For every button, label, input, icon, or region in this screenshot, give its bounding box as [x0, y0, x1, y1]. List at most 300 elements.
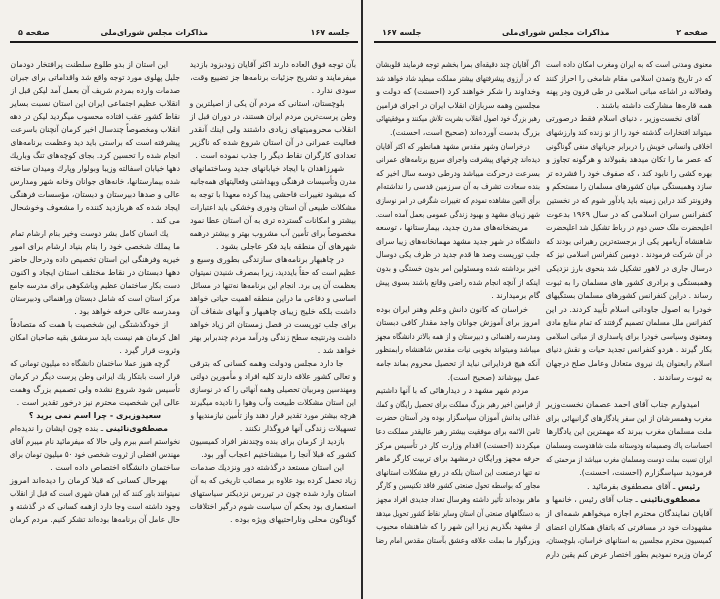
text-line	[546, 412, 712, 426]
line-text: میتواند افتخارات گذشته خود را از نو زنده کند وارزشهای	[546, 127, 712, 137]
text-line	[546, 276, 712, 290]
text-line	[546, 466, 712, 480]
text-line	[10, 123, 180, 136]
line-text: کنفرانس سران اسلامی که در سال ۱۹۶۹ بدعوت	[546, 209, 712, 219]
line-text: بعظمت آن پی برد. انجام این برنامه‌ها نه‌تنها در مسائل	[190, 281, 356, 290]
line-text: قرار است بابتکار یك ایرانی وطن پرست دیگر در کرمان	[9, 372, 181, 381]
text-line	[10, 448, 180, 461]
text-line	[546, 425, 712, 439]
text-line	[10, 240, 180, 253]
text-line	[546, 534, 712, 548]
text-line	[190, 71, 356, 84]
text-line	[10, 266, 180, 279]
text-line	[376, 425, 540, 439]
text-line	[190, 344, 356, 357]
line-text: انقلاب محرومیتهای زیادی داشتند ولی اینك آنقدر	[189, 125, 356, 134]
text-line	[10, 188, 180, 201]
line-text: وخداوند را شکر خواهند کرد (احسنت) که دولت و	[376, 87, 540, 97]
line-text: خودرا به اصول جاودانی اسلام تأیید کردند. در این	[545, 304, 712, 314]
page-number: صفحه ۲	[676, 28, 708, 37]
text-line	[178, 357, 356, 370]
line-text: که در تاریخ وتمدن اسلامی مقام شامخی را احراز کنند	[545, 73, 712, 83]
line-text: غذائی بدانش آموزان سپاسگزار بوده ودر آستان حضرت	[375, 413, 540, 423]
line-text: ومعنوی وسیاسی خودرا برای پاسداری از مبانی اسلامی	[546, 331, 712, 341]
line-text: از مشهد بگذریم زیرا این شهر را که شاهنشاه محبوب	[376, 522, 540, 532]
speaker-name: مصطفوی‌نائینی	[105, 424, 168, 433]
line-text: این استان از بدو طلوع سلطنت پرافتخار دودمان	[10, 60, 169, 69]
text-line	[0, 318, 180, 331]
text-line	[190, 266, 356, 279]
line-text: بسرعت درحرکت میباشد ودرطی دوسه سال اخیر که	[376, 168, 540, 178]
text-line	[376, 439, 540, 453]
speaker-name: مصطفوی‌نائینی	[640, 495, 701, 505]
text-line	[10, 305, 180, 318]
text-line	[190, 110, 356, 123]
line-text: نخواستم اسم ببرم ولی حالا که میفرمائید نام میبرم آقای	[10, 437, 180, 446]
text-line	[376, 194, 540, 208]
text-line	[10, 331, 180, 344]
text-line	[546, 194, 712, 208]
text-line	[546, 371, 712, 385]
text-line	[190, 409, 356, 422]
publication-title: مذاکرات مجلس شورای‌ملی	[100, 28, 208, 37]
line-text: اینکه از آنچه انجام شده راضی وقانع باشند بسوی پیش	[375, 277, 540, 287]
line-text: درسال جاری در لاهور تشکیل شد بنحوی بارز نزدیکی	[546, 263, 712, 273]
line-text: هرچه بیشتر مورد تقدیر قرار دهند واز تأمین نیازمندیها و	[190, 411, 356, 420]
line-text: دهها خیابان اسفالته وزیبا وبولوار وپارك ومیدان ساخته	[10, 164, 181, 173]
text-line	[179, 435, 356, 448]
text-line	[178, 162, 356, 175]
text-line	[190, 149, 356, 162]
line-text: میکردند (احسنت) اقدام وزارت کار در تأسیس مرکز	[375, 440, 540, 450]
line-text: مدرن وتأسیسات فرهنگی وبهداشتی وفعالیتهای همه‌جانبه	[190, 177, 356, 186]
line-text: بازدید از کرمان برای بنده وچندنفر افراد کمیسیون	[189, 437, 345, 446]
line-text: شاهنشاه آریامهر یکی از برجسته‌ترین رهبرانی بودند که	[546, 236, 712, 246]
line-text: رساند . دراین کنفرانس کشورهای مسلمان بستگیهای	[545, 291, 712, 301]
line-text: مجلسین وهمه سربازان انقلاب ایران در اجرای فرامین	[376, 100, 540, 110]
text-line	[10, 149, 180, 162]
line-text: و تعالی کشور علاقه دارند کلیه افراد و مأمورین دولتی	[190, 372, 356, 381]
line-text: ماهر بوده‌اند تأثیر داشته وهرسال تعداد جدیدی افراد مجهز	[376, 495, 540, 504]
line-text: تأسیس شود شروع نشده ولی تصمیم بزرگ وهمت	[9, 385, 181, 394]
text-line	[190, 84, 356, 97]
text-line	[190, 201, 356, 214]
line-text: درخراسان وشهر مقدس مشهد همانطور که اکثر آقایان	[375, 141, 530, 151]
text-line	[10, 253, 180, 266]
line-text: اگر آقایان چند دقیقه‌ای بمرا بخشم توجه فرمایند قلوبشان	[375, 60, 540, 69]
line-text: مرکز استان است که شامل دبستان وراهنمائی ودبیرستان	[10, 294, 180, 303]
text-line	[546, 439, 712, 453]
text-line	[190, 240, 356, 253]
text-line	[376, 520, 540, 534]
line-text: ایران نسبت بملت دوست ومسلمان مغرب میباشد از مرحمتی که	[546, 454, 712, 464]
line-text: به دستگاههای صنعتی آن استان وسایر نقاط کشور تحویل میدهد	[375, 508, 540, 518]
text-line	[546, 330, 712, 344]
line-text: میباشد ومیتواند بخوبی نیات مقدس شاهنشاه رابمنظور	[375, 345, 540, 355]
line-text: نقاط کشور عقب افتاده محسوب میگردید لیکن در دهه	[9, 112, 180, 121]
text-line	[376, 343, 540, 357]
text-line	[10, 435, 180, 448]
text-line	[10, 110, 180, 123]
text-line	[190, 474, 356, 487]
text-line	[190, 331, 356, 344]
line-text: آنکه هیچ فردایرانی نباید از تحصیل محروم بماند جامه	[376, 359, 540, 369]
line-text: تسهیلات زندگی آنها فروگذار نکنند .	[239, 424, 356, 433]
text-line	[190, 370, 356, 383]
line-text: وفعالانه در اشاعه مبانی اسلامی در طی قرون ودر پهنه	[546, 87, 712, 97]
line-text: جلب توریست وصد ها قدم جدید در ظرف یکی دوسال	[376, 250, 540, 260]
text-line	[376, 262, 540, 276]
text-line	[364, 221, 540, 235]
publication-title: مذاکرات مجلس شورای‌ملی	[502, 28, 610, 37]
line-text: سعیدوزیری - چرا اسم نمی برید ؟	[28, 411, 162, 420]
line-text: این استان مشکلات طبیعت وآب وهوا را نادیده میگیرند	[190, 398, 356, 407]
text-line	[10, 344, 180, 357]
line-text: اخلاقی وانسانی خویش را دربرابر جریانهای منفی گوناگونی	[545, 141, 712, 151]
line-text: شهرزاهدان با ایجاد خیابانهای جدید وساختمانهای	[189, 164, 345, 173]
text-line	[546, 289, 712, 303]
line-text: ـ آقای مصطفوی بفرمائید .	[586, 481, 678, 491]
line-text: احساسات پاك وصمیمانه ودوستانه ملت شاهدوست ومسلمان	[545, 441, 712, 451]
line-text: اهل کرمان هم نیست باید سرمشق بقیه صاحبان امکان	[9, 333, 180, 342]
text-line	[546, 548, 712, 562]
text-line	[0, 357, 180, 370]
text-line	[546, 140, 712, 154]
text-line	[546, 303, 712, 317]
line-text: نه تنها درصنعت این استان بلکه در رفع مشکلات استانهای	[375, 467, 540, 477]
text-line	[190, 487, 356, 500]
text-line	[376, 493, 540, 507]
text-line	[376, 289, 540, 303]
line-text: وثروت قرار گیرد .	[119, 346, 180, 355]
line-text: مشکلات طبیعی آن استان ودوری وخشکی باید اعتبارات	[190, 203, 356, 212]
text-column-left	[376, 58, 540, 547]
line-text: وجود داشته است وجا دارد ازهمه کسانی که در گذشته و	[10, 502, 181, 511]
text-line	[10, 97, 180, 110]
text-line	[376, 411, 540, 425]
text-line	[546, 248, 712, 262]
text-line	[190, 279, 356, 292]
line-text: بآن توجه فوق العاده دارند اکثر آقایان زودبزود بازدید	[189, 60, 356, 69]
text-line	[534, 398, 712, 412]
line-text: وبزرگوار ما بملت علاقه وعشق بآستان مقدس امام رضا	[375, 535, 540, 545]
text-line	[546, 507, 712, 521]
line-text: سودی ندارد .	[311, 86, 356, 95]
line-text: مجاور که بواسطه تحول صنعتی کشور فاقد تکنیسین و کارگر	[376, 481, 540, 491]
line-text: کنفرانس ملل مسلمان تصمیم گرفتند که تمام منابع مادی	[546, 318, 712, 328]
line-text: دهها دبستان در نقاط مختلف استان ایجاد و اکنون	[10, 268, 181, 277]
page-gutter-divider	[361, 0, 363, 599]
line-text: اعلیحضرت ملک حسن دوم در رباط تشکیل شد اعلیحضرت	[546, 223, 712, 233]
line-text: عمل بپوشاند (صحیح است).	[447, 372, 540, 382]
text-line	[546, 316, 712, 330]
line-text: این استان مستعد درگذشته دور ونزدیك صدمات	[190, 463, 345, 472]
right-page	[364, 0, 720, 599]
text-line	[0, 474, 180, 487]
line-text: عالی و صدها دبیرستان و دبستان، مؤسسات فرهنگی	[10, 190, 180, 199]
text-column-right	[546, 58, 712, 561]
line-text: که عصر ما را تکان میدهد بقبولاند و هرگونه تجاوز و	[546, 155, 712, 165]
text-line	[376, 371, 540, 385]
line-text: نمیتوانند باور کنند که این همان شهری است که قبل از انقلاب	[9, 489, 180, 498]
line-text: آقای نخست‌وزیر ، دنیای اسلام فقط درصورتی	[545, 114, 700, 124]
text-line	[376, 72, 540, 86]
text-line	[10, 201, 180, 214]
text-line	[376, 452, 540, 466]
line-text: مردم شهر مشهد د ر دیدارهائی که با آنها داشتیم	[375, 386, 529, 396]
speaker-name: رئیس	[677, 481, 700, 491]
text-line	[546, 208, 712, 222]
line-text: امروز برای آموزش جوانان واجد مقدار کافی دبستان	[376, 318, 540, 328]
line-text: بکار گیرند . هردو کنفرانس تجدید حیات و نقش دنیای	[545, 345, 712, 355]
line-text: اساسی و دفاعی ما دراین منطقه اهمیت حیاتی خواهد	[189, 294, 356, 303]
line-text: استعماری بود بحکم آن سیاست شوم درگیر اختلافات	[189, 502, 356, 511]
text-line	[546, 357, 712, 371]
session-number: جلسه ۱۶۷	[310, 28, 350, 37]
line-text: دانشگاه در شهر جدید مشهد مهمانخانه‌های زیبا سرای	[376, 236, 540, 246]
text-line	[376, 167, 540, 181]
text-line	[366, 140, 540, 154]
text-line	[534, 493, 712, 507]
line-text: وطن پرست‌ترین مردم ایران هستند، در دوران قبل از	[189, 112, 356, 121]
line-text: فرمودید سپاسگزارم (احسنت، احسنت).	[579, 468, 712, 478]
line-text: بزرگ بدست آورده‌اند (صحیح است، احسنت).	[390, 127, 540, 137]
text-line	[546, 480, 712, 494]
line-text: برای جلب توریست در فصل زمستان اثر زیاد خواهد	[189, 320, 356, 329]
line-text: معنوی ومدنی است که به ایران ومغرب امکان داده است	[545, 60, 712, 69]
line-text: ثامن الائمه برای موفقیت بیشتر رهبر عالیقدر مملکت دعا	[375, 427, 540, 437]
line-text: دست بکار ساختمان عظیم وباشکوهی برای مدرسه جامع	[9, 281, 180, 290]
text-line	[190, 383, 356, 396]
text-line	[190, 500, 356, 513]
line-text: مریضخانه‌های مدرن جدید، بیمارستانها ، توسعه	[375, 223, 529, 233]
line-text: بیشتر و امکانات گسترده تری به آن استان عطا نمود	[190, 216, 356, 225]
text-line	[534, 112, 712, 126]
text-line	[546, 58, 712, 72]
text-line	[190, 513, 356, 526]
text-line	[546, 343, 712, 357]
line-text: بنده سعادت تشرف به آن سرزمین قدسی را نداشته‌ام	[376, 182, 540, 192]
line-text: جلیل پهلوی مورد توجه واقع شد واقداماتی برای جبران	[10, 73, 180, 82]
text-line	[190, 175, 356, 188]
line-text: عالی این شخصیت محترم نیز درخور تقدیر است .	[16, 398, 180, 407]
line-text: انجام شده را تحسین کرد. بجای کوچه‌های تنگ وباریك	[9, 151, 181, 160]
text-column-right	[190, 58, 356, 526]
text-line	[376, 534, 540, 548]
line-text: میفرمایند و تشریح جزئیات برنامه‌ها جز تضییع وقت،	[190, 73, 356, 82]
line-text: ساختمان دانشگاه اختصاص داده است .	[50, 463, 180, 472]
line-text: شده بیمارستانها، خانه‌های جوانان وخانه شهر ومدارس	[10, 177, 181, 186]
text-line	[546, 221, 712, 235]
line-text: یك انسان کامل بشر دوست وخیر بنام ارشام تمام	[10, 229, 169, 238]
line-text: صدمات وارده بمردم شریف آن بعمل آمد لیکن قبل از	[10, 86, 181, 95]
line-text: که در آرزوی پیشرفتهای بیشتر مملکت میطپد شاد خواهد شد	[376, 73, 540, 83]
line-text: بهرحال کسانی که قبلا کرمان را دیده‌اند امروز	[9, 476, 168, 485]
text-line	[190, 123, 356, 136]
text-line	[376, 316, 540, 330]
text-line	[376, 112, 540, 126]
text-line	[376, 479, 540, 493]
line-text: اسلام رابعنوان یك نیروی متعادل وعامل صلح درجهان	[545, 359, 712, 369]
line-text: استان وارد شده چون در تیررس نزدیکتر سیاستهای	[190, 489, 356, 498]
line-text: بهره کشی را نابود کند ، که صفوف خود را فشرده تر	[546, 168, 712, 178]
line-text: شهرهای آن منطقه باید فکر عاجلی بشود .	[215, 242, 356, 251]
text-line	[364, 303, 540, 317]
text-line	[190, 227, 356, 240]
text-line	[10, 175, 180, 188]
text-line	[190, 214, 356, 227]
line-text: تعدادی کارگران نقاط دیگر را جذب نموده است .	[195, 151, 356, 160]
line-text: حال عامل آن برنامه‌ها بوده‌اند تشکر کنیم. مردم کرمان	[9, 515, 180, 524]
line-text: پیشرفته است که براستی باید دید وعظمت برنامه‌های	[10, 138, 180, 147]
text-line	[190, 305, 356, 318]
text-line	[546, 153, 712, 167]
line-text: شهر زیبای مشهد و بهبود زندگی عمومی بعمل آمده است.	[375, 209, 540, 219]
page-header	[10, 27, 358, 43]
page-number: صفحه ۵	[18, 28, 50, 37]
line-text: فعالیت عمرانی در آن استان شروع شده که ناگزیر	[190, 138, 356, 147]
line-text: کشور که قبلا آنجا را میشناختیم اعجاب آور بود.	[201, 450, 356, 459]
line-text: به ثبوت رساندند .	[653, 372, 712, 382]
text-line	[10, 84, 180, 97]
text-line	[376, 126, 540, 140]
text-line	[546, 167, 712, 181]
text-line	[190, 58, 356, 71]
text-line	[546, 85, 712, 99]
text-line	[190, 396, 356, 409]
text-line	[10, 162, 180, 175]
line-text: گوناگون محلی وناراحتیهای ویژه بوده .	[229, 515, 356, 524]
line-text: ـ بنده چون ایشان را ندیده‌ام	[9, 424, 106, 433]
line-text: انقلاب عظیم اجتماعی ایران این استان نسبت بسایر	[10, 99, 180, 108]
line-text: مغرب وهمسرشان از این سفر یادگارهای گرانبهائی برای	[545, 413, 712, 423]
line-text: ومدرسه راهنمائی و دبیرستان و از همه بالاتر دانشگاه مجهز	[375, 331, 540, 341]
text-line	[546, 453, 712, 467]
text-line	[190, 136, 356, 149]
text-line	[376, 208, 540, 222]
text-line	[376, 507, 540, 521]
line-text: گرچه هنوز عملا ساختمان دانشگاه ده میلیون تومانی که	[10, 359, 170, 368]
line-text: مخصوصاً برای تأمین آب مشروب بهتر و بیشتر درهمه	[189, 229, 356, 238]
line-text: خیریه وفرهنگی این استان تخصیص داده ودرحال حاضر	[9, 255, 181, 264]
line-text: ومدرسه عالی حرفه خواهد بود .	[74, 307, 180, 316]
text-line	[190, 188, 356, 201]
line-text: ومهندسین ومربیان تحصیلی وهمه آنهائی را که در نوسازی	[189, 385, 356, 394]
text-line	[546, 262, 712, 276]
text-line	[365, 384, 540, 398]
line-text: داشت ودرنتیجه سطح زندگی ودرآمد مردم چندبرابر بهتر	[189, 333, 356, 342]
text-line	[0, 422, 180, 435]
line-text: انقلاب ومخصوصاً چندسال اخیر کرمان آنچنان باسرعت	[10, 125, 180, 134]
line-text: ما یملك شخصی خود را بنام بنیاد ارشام برای امور	[10, 242, 181, 251]
text-line	[0, 58, 180, 71]
line-text: در چاهبهار برنامه‌های سازندگی بطوری وسیع و	[190, 255, 344, 264]
text-line	[376, 466, 540, 480]
text-line	[376, 58, 540, 72]
text-line	[376, 398, 540, 412]
line-text: خواهد شد .	[317, 346, 356, 355]
line-text: رهبر بزرگ خود اصول انقلاب بشریت تلاش میکنند و موفقیتهائی	[376, 114, 540, 124]
text-line	[546, 126, 712, 140]
text-line	[546, 521, 712, 535]
text-line	[10, 396, 180, 409]
line-text: برأی العین مشاهده نمودم که تغییرات شگرفی در امر نوسازی	[375, 195, 540, 205]
line-text: که میشود تغییرات فاحشی پیدا کرده معهذا با توجه به	[190, 190, 356, 199]
line-text: می کند .	[150, 216, 180, 225]
line-text: وهمبستگی و برادری کشور های مسلمان را به ثبوت	[545, 277, 712, 287]
session-number: جلسه ۱۶۷	[382, 28, 422, 37]
line-text: وفزونتر کند دراین زمینه باید یادآور شوم که در نخستین	[546, 195, 712, 205]
text-line	[376, 330, 540, 344]
line-text: داشت بلکه خلیج زیبای چاهبهار و آبهای شفاف آن	[190, 307, 356, 316]
text-line	[178, 461, 356, 474]
line-text: سازد وهمبستگی میان کشورهای مسلمان را مستحکم و	[546, 182, 712, 192]
text-line	[376, 248, 540, 262]
text-line	[546, 99, 712, 113]
text-line	[10, 279, 180, 292]
text-line	[10, 487, 180, 500]
text-line	[10, 409, 180, 422]
text-line	[376, 153, 540, 167]
text-line	[376, 180, 540, 194]
text-line	[10, 513, 180, 526]
line-text: بلوچستان، استانی که مردم آن یکی از اصیلترین و	[189, 99, 345, 108]
line-text: ملت مسلمان مغرب ببرند که مهمترین این یادگارها	[546, 427, 712, 437]
line-text: اخیر برداشته شده ومسئولین امر بدون خستگی و بدون	[376, 263, 540, 273]
line-text: ایجاد شده که هربازدید کننده را مشعوف وخوشحال	[10, 203, 180, 212]
line-text: مشهودات خود در مسافرتی که باتفاق همکاران اعضای	[545, 522, 712, 532]
text-line	[179, 97, 356, 110]
text-line	[10, 500, 180, 513]
text-line	[376, 235, 540, 249]
text-line	[178, 253, 356, 266]
text-line	[10, 370, 180, 383]
text-line	[0, 227, 180, 240]
line-text: مهندس افضلی از ثروت شخصی خود ۵۰ میلیون تومان برای	[9, 450, 180, 459]
text-line	[546, 72, 712, 86]
line-text: حرفه مجهز ورایگان درمشهد برای تربیت کارگر ماهر	[375, 454, 540, 464]
text-column-left	[10, 58, 180, 526]
text-line	[376, 357, 540, 371]
line-text: عظیم است که حقاً بایددید، زیرا بمصرف شنیدن نمیتوان	[189, 268, 356, 277]
text-line	[10, 71, 180, 84]
text-line	[376, 276, 540, 290]
line-text: امیدوارم جناب آقای احمد عصمان نخست‌وزیر	[545, 400, 700, 410]
text-line	[376, 85, 540, 99]
line-text: گام برمیدارند .	[491, 291, 540, 301]
page-header	[374, 27, 716, 43]
text-line	[10, 136, 180, 149]
line-text: در آن شرکت فرمودند . دومین کنفرانس اسلامی نیز که	[546, 250, 712, 260]
text-line	[376, 99, 540, 113]
text-line	[190, 448, 356, 461]
text-line	[546, 235, 712, 249]
line-text: همه قاره‌ها مشارکت داشته باشند .	[596, 100, 712, 110]
text-line	[546, 180, 712, 194]
line-text: کرمان وزیره نمودیم بطور اختصار عرض کنم یقین دارم	[545, 549, 712, 559]
text-line	[10, 461, 180, 474]
text-line	[10, 214, 180, 227]
text-line	[190, 422, 356, 435]
text-line	[190, 318, 356, 331]
text-line	[10, 383, 180, 396]
line-text: ـ جناب آقای رئیس ، خانمها و	[545, 495, 641, 505]
line-text: زیاد تحمل کرده بود علاوه بر مصائب تاریخی که به آن	[190, 476, 356, 485]
text-line	[190, 292, 356, 305]
text-line	[10, 292, 180, 305]
line-text: جا دارد مجلس ودولت وهمه کسانی که بترقی	[189, 359, 344, 368]
line-text: خراسان که کانون دانش وعلم وهنر ایران بوده	[376, 304, 528, 314]
